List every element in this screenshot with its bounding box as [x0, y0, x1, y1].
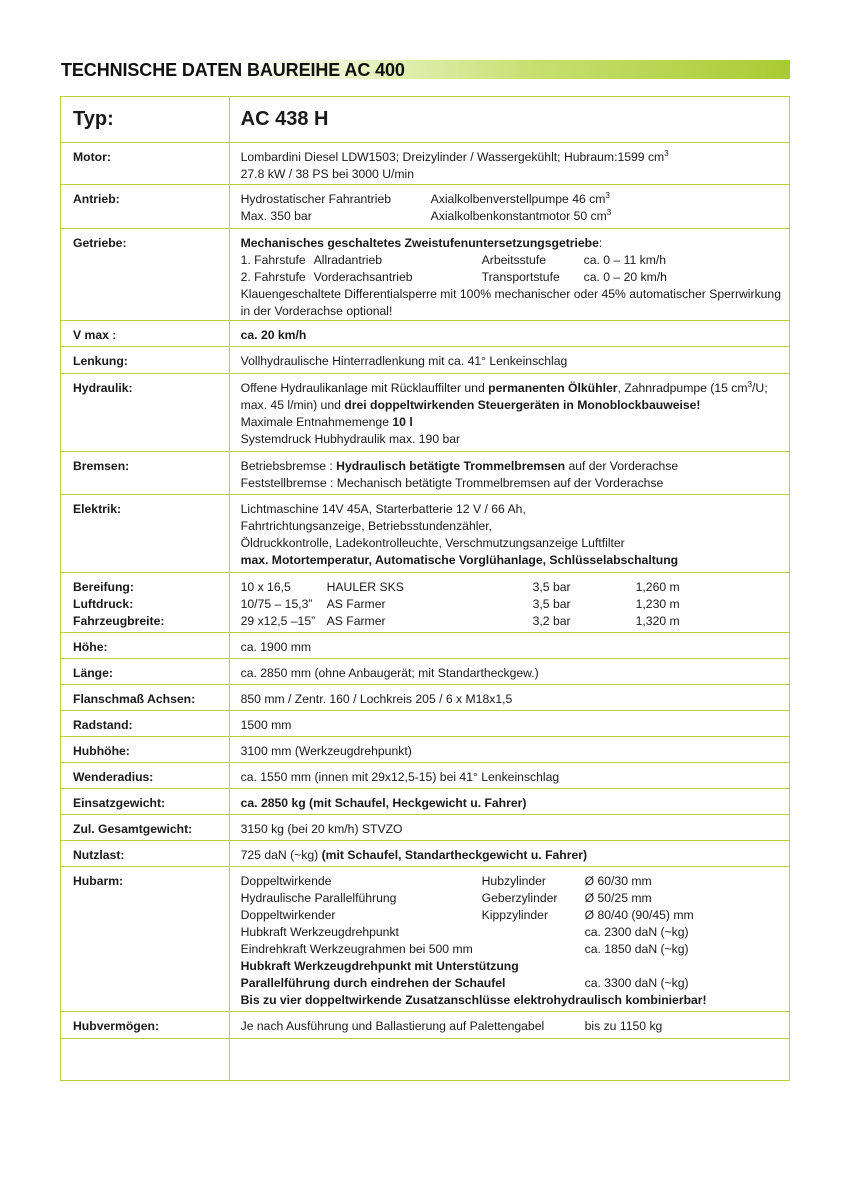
row-motor [61, 143, 790, 185]
getriebe-cell: ca. 0 – 11 km/h [583, 253, 667, 267]
antrieb-label: Antrieb: [61, 185, 230, 229]
wenderadius-value: ca. 1550 mm (innen mit 29x12,5-15) bei 41° Lenkeinschlag [229, 763, 789, 789]
tire-cell: 3,5 bar [532, 597, 571, 611]
hyd-text: Systemdruck Hubhydraulik max. 190 bar [240, 432, 461, 446]
getriebe-cell: Transportstufe [481, 270, 560, 284]
motor-value [229, 143, 789, 185]
hubarm-cell: ca. 1850 daN (~kg) [584, 942, 689, 956]
row-bereifung [61, 573, 790, 633]
brems-text: auf der Vorderachse [565, 459, 679, 473]
nutzlast-label: Nutzlast: [61, 841, 230, 867]
getriebe-line [241, 252, 781, 269]
tire-cell: 10/75 – 15,3” [240, 597, 313, 611]
row-hubvermoegen [61, 1012, 790, 1039]
hubarm-cell: Ø 50/25 mm [584, 891, 652, 905]
getriebe-cell: Allradantrieb [313, 253, 383, 267]
hyd-text: Maximale Entnahmemenge [240, 415, 393, 429]
getriebe-head: Mechanisches geschaltetes Zweistufenuntersetzungsgetriebe [240, 236, 599, 250]
getriebe-label: Getriebe: [61, 229, 230, 321]
einsatzgewicht-value: ca. 2850 kg (mit Schaufel, Heckgewicht u. Fahrer) [229, 789, 789, 815]
hubarm-value [229, 867, 789, 1012]
hyd-text: permanenten Ölkühler [488, 381, 618, 395]
getriebe-cell: 2. Fahrstufe [240, 270, 306, 284]
brems-text: Hydraulisch betätigte Trommelbremsen [336, 459, 566, 473]
getriebe-cell: 1. Fahrstufe [240, 253, 306, 267]
motor-line2: 27.8 kW / 38 PS bei 3000 U/min [240, 167, 415, 181]
bereifung-value [229, 573, 789, 633]
hubvermoegen-amount: bis zu 1150 kg [584, 1019, 663, 1033]
getriebe-value [229, 229, 789, 321]
hubarm-bold2: Parallelführung durch eindrehen der Schaufel [240, 976, 506, 990]
motor-label: Motor: [61, 143, 230, 185]
antrieb-sup: 3 [605, 191, 610, 200]
fahrzeugbreite-label: Fahrzeugbreite: [73, 614, 165, 628]
hyd-text: 10 l [392, 415, 413, 429]
hubarm-bold3: Bis zu vier doppeltwirkende Zusatzanschlüsse elektrohydraulisch kombinierbar! [240, 993, 707, 1007]
tire-cell: HAULER SKS [326, 580, 404, 594]
bereifung-label: Bereifung: [73, 580, 134, 594]
nutzlast-value [229, 841, 789, 867]
tire-cell: AS Farmer [326, 597, 386, 611]
row-lenkung [61, 347, 790, 374]
row-laenge [61, 659, 790, 685]
hoehe-label: Höhe: [61, 633, 230, 659]
row-elektrik [61, 495, 790, 573]
spec-table [60, 96, 790, 1081]
hyd-text: Offene Hydraulikanlage mit Rücklauffilter und [240, 381, 489, 395]
lenkung-value: Vollhydraulische Hinterradlenkung mit ca. 41° Lenkeinschlag [229, 347, 789, 374]
hubvermoegen-value [229, 1012, 789, 1039]
hyd-text: /U; [752, 381, 768, 395]
hubarm-cell: Hubzylinder [481, 874, 546, 888]
hubhoehe-label: Hubhöhe: [61, 737, 230, 763]
row-nutzlast [61, 841, 790, 867]
motor-line1: Lombardini Diesel LDW1503; Dreizylinder / Wassergekühlt; Hubraum:1599 cm [240, 150, 665, 164]
row-hubhoehe [61, 737, 790, 763]
row-getriebe [61, 229, 790, 321]
hubarm-cell: Hydraulische Parallelführung [240, 891, 397, 905]
row-vmax [61, 321, 790, 347]
elektrik-value [229, 495, 789, 573]
hubarm-bold1: Hubkraft Werkzeugdrehpunkt mit Unterstützung [240, 959, 519, 973]
luftdruck-label: Luftdruck: [73, 597, 134, 611]
getriebe-line [241, 269, 781, 286]
hyd-text: drei doppeltwirkenden Steuergeräten in Monoblockbauweise! [344, 398, 701, 412]
hubarm-cell: Ø 60/30 mm [584, 874, 652, 888]
antrieb-cell: Hydrostatischer Fahrantrieb [240, 192, 391, 206]
antrieb-line [241, 208, 781, 225]
antrieb-value [229, 185, 789, 229]
getriebe-cell: Arbeitsstufe [481, 253, 546, 267]
getriebe-head-suffix: : [598, 236, 603, 250]
page-title: TECHNISCHE DATEN BAUREIHE AC 400 [61, 60, 405, 80]
hydraulik-label: Hydraulik: [61, 374, 230, 452]
antrieb-sup: 3 [606, 208, 612, 217]
vmax-label: V max : [61, 321, 230, 347]
motor-line1-sup: 3 [664, 149, 669, 158]
row-hydraulik [61, 374, 790, 452]
nutzlast-text: 725 daN (~kg) [240, 848, 322, 862]
hubarm-line [241, 890, 781, 907]
flansch-label: Flanschmaß Achsen: [61, 685, 230, 711]
typ-label: Typ: [61, 97, 230, 143]
vmax-value: ca. 20 km/h [229, 321, 789, 347]
antrieb-line [241, 191, 781, 208]
antrieb-cell: Max. 350 bar [240, 209, 312, 223]
row-bremsen [61, 452, 790, 495]
hubarm-cell: Kippzylinder [481, 908, 549, 922]
tire-row [241, 613, 781, 630]
flansch-value: 850 mm / Zentr. 160 / Lochkreis 205 / 6 x M18x1,5 [229, 685, 789, 711]
tire-cell: 10 x 16,5 [240, 580, 291, 594]
gesamtgewicht-label: Zul. Gesamtgewicht: [61, 815, 230, 841]
empty-label-cell [61, 1039, 230, 1081]
row-empty [61, 1039, 790, 1081]
brems-text: Betriebsbremse : [240, 459, 337, 473]
bremsen-label: Bremsen: [61, 452, 230, 495]
tire-row [241, 579, 781, 596]
empty-value-cell [229, 1039, 789, 1081]
bremsen-value [229, 452, 789, 495]
laenge-value: ca. 2850 mm (ohne Anbaugerät; mit Standartheckgew.) [229, 659, 789, 685]
row-flansch [61, 685, 790, 711]
row-gesamtgewicht [61, 815, 790, 841]
einsatzgewicht-label: Einsatzgewicht: [61, 789, 230, 815]
hubarm-line [241, 975, 781, 992]
row-hubarm [61, 867, 790, 1012]
elek-text: Fahrtrichtungsanzeige, Betriebsstundenzähler, [240, 519, 492, 533]
tire-cell: 1,260 m [635, 580, 680, 594]
hubarm-cell: Eindrehkraft Werkzeugrahmen bei 500 mm [240, 942, 473, 956]
lenkung-label: Lenkung: [61, 347, 230, 374]
tire-cell: 3,2 bar [532, 614, 571, 628]
getriebe-cell: Vorderachsantrieb [313, 270, 413, 284]
row-antrieb [61, 185, 790, 229]
radstand-label: Radstand: [61, 711, 230, 737]
brems-text: Feststellbremse : Mechanisch betätigte Trommelbremsen auf der Vorderachse [240, 476, 664, 490]
bereifung-labels [61, 573, 230, 633]
hoehe-value: ca. 1900 mm [229, 633, 789, 659]
hubarm-line [241, 873, 781, 890]
hubarm-line [241, 941, 781, 958]
hubarm-line [241, 907, 781, 924]
hydraulik-value [229, 374, 789, 452]
elektrik-label: Elektrik: [61, 495, 230, 573]
hyd-text: max. 45 l/min) und [240, 398, 345, 412]
row-einsatzgewicht [61, 789, 790, 815]
tire-cell: 3,5 bar [532, 580, 571, 594]
tire-cell: 1,230 m [635, 597, 680, 611]
hubhoehe-value: 3100 mm (Werkzeugdrehpunkt) [229, 737, 789, 763]
hyd-text: , Zahnradpumpe (15 cm [617, 381, 748, 395]
hyd-sup: 3 [747, 380, 753, 389]
hubarm-cell: Hubkraft Werkzeugdrehpunkt [240, 925, 399, 939]
hubarm-cell: Ø 80/40 (90/45) mm [584, 908, 694, 922]
row-hoehe [61, 633, 790, 659]
antrieb-cell: Axialkolbenkonstantmotor 50 cm [430, 209, 607, 223]
tire-cell: 29 x12,5 –15” [240, 614, 316, 628]
row-radstand [61, 711, 790, 737]
antrieb-cell: Axialkolbenverstellpumpe 46 cm [430, 192, 606, 206]
hubarm-cell: Doppeltwirkender [240, 908, 336, 922]
getriebe-note1: Klauengeschaltete Differentialsperre mit 100% mechanischer oder 45% automatischer Sperrwirkung [240, 287, 781, 301]
hubarm-label: Hubarm: [61, 867, 230, 1012]
radstand-value: 1500 mm [229, 711, 789, 737]
tire-cell: AS Farmer [326, 614, 386, 628]
tire-row [241, 596, 781, 613]
hubarm-line [241, 924, 781, 941]
row-wenderadius [61, 763, 790, 789]
hubarm-cell: Geberzylinder [481, 891, 558, 905]
hubvermoegen-label: Hubvermögen: [61, 1012, 230, 1039]
wenderadius-label: Wenderadius: [61, 763, 230, 789]
gesamtgewicht-value: 3150 kg (bei 20 km/h) STVZO [229, 815, 789, 841]
hubvermoegen-text: Je nach Ausführung und Ballastierung auf Palettengabel [240, 1019, 545, 1033]
getriebe-note2: in der Vorderachse optional! [240, 304, 393, 318]
nutzlast-text: (mit Schaufel, Standartheckgewicht u. Fahrer) [321, 848, 588, 862]
typ-value: AC 438 H [229, 97, 789, 143]
elek-text: Lichtmaschine 14V 45A, Starterbatterie 12 V / 66 Ah, [240, 502, 526, 516]
hubarm-cell: ca. 2300 daN (~kg) [584, 925, 689, 939]
elek-text: max. Motortemperatur, Automatische Vorglühanlage, Schlüsselabschaltung [240, 553, 679, 567]
laenge-label: Länge: [61, 659, 230, 685]
elek-text: Öldruckkontrolle, Ladekontrolleuchte, Verschmutzungsanzeige Luftfilter [240, 536, 625, 550]
row-typ [61, 97, 790, 143]
hubarm-bold2-value: ca. 3300 daN (~kg) [584, 976, 689, 990]
tire-cell: 1,320 m [635, 614, 680, 628]
getriebe-cell: ca. 0 – 20 km/h [583, 270, 667, 284]
hubarm-cell: Doppeltwirkende [240, 874, 332, 888]
